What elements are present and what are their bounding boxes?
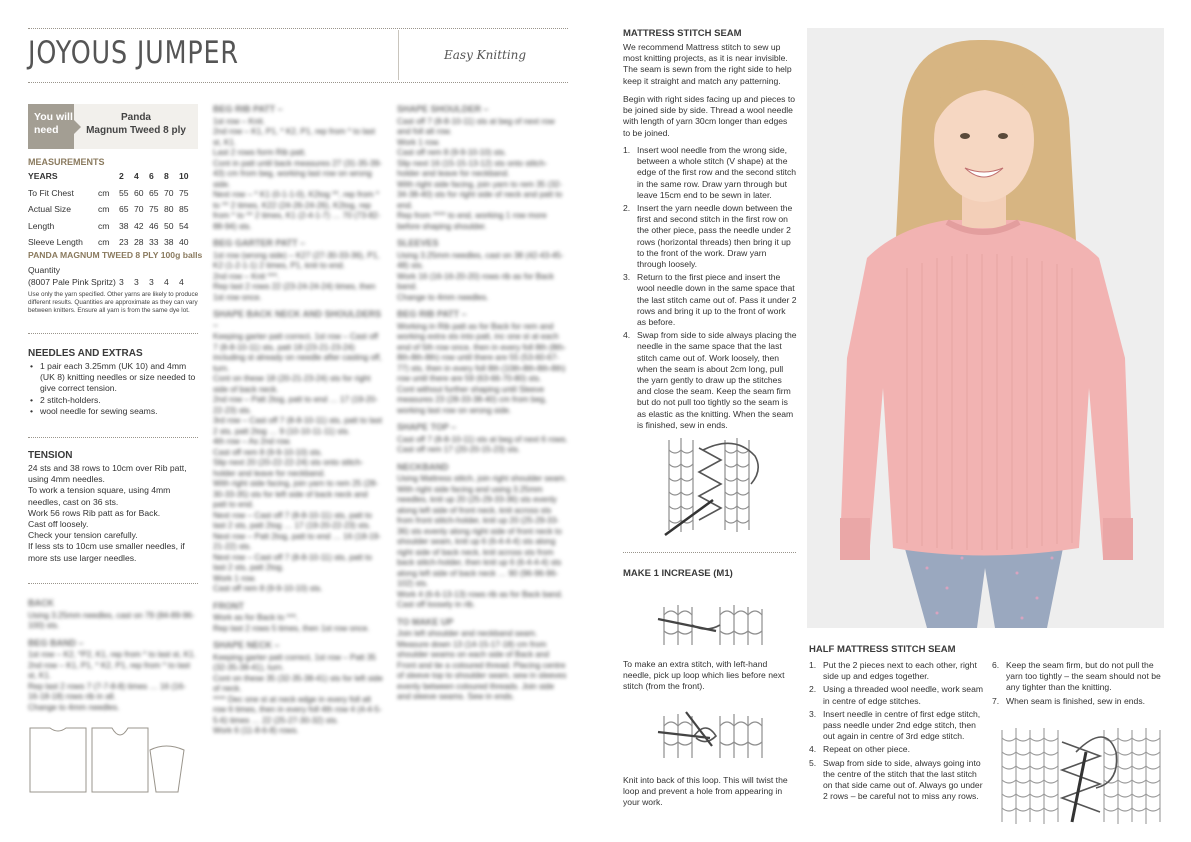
mattress-intro: We recommend Mattress stitch to sew up most knitting projects, as it is near invisible. The seam is sewn from the right side to help keep it straight and match any patterning. [623,42,792,86]
size-cell: 10 [179,171,189,182]
section-divider [28,583,198,584]
make1-text-1: To make an extra stitch, with left-hand needle, pick up loop which lies before next stitch (from the front). [623,659,785,692]
step-text: Insert wool needle from the wrong side, between a whole stitch (V shape) at the edge of the first row and the second stitch in the same row. Draw yarn through but leave 15cm end to be sewn in later. [637,145,797,200]
instruction-heading: NECKBAND [397,461,449,472]
unit-cell: cm [98,187,110,198]
tension-text [28,463,200,564]
instruction-line: With right side facing, join yarn to rem 25 (28-30-33-35) sts for left side of back neck and patt to end. [213,479,379,509]
table-row [28,185,194,202]
row-label: Length [28,220,55,231]
list-item [809,744,984,755]
instruction-heading: TO MAKE UP [397,616,454,627]
step-number: 1. [809,660,817,670]
step-text: Put the 2 pieces next to each other, right side up and edges together. [823,660,977,682]
instruction-line: 3rd row – Cast off 7 (8-8-10-11) sts, patt to last 2 sts, patt 2tog … 9 (10-10-11-11) sts. [213,416,382,436]
value-cell: 23 [119,237,129,248]
instruction-heading: BEG BAND – [28,637,84,648]
step-text: Using a threaded wool needle, work seam in centre of edge stitches. [823,684,984,706]
step-text: Return to the first piece and insert the wool needle down in the same space that the last stitch came out of. Pass it under 2 rows and bring it up to the front of work as before. [637,272,797,328]
instruction-line: Rep last 2 rows 22 (23-24-24-24) times, then 1st row once. [213,282,376,302]
table-row [28,168,194,185]
value-cell: 75 [149,204,159,215]
step-number: 4. [809,744,817,755]
instruction-heading: BEG RIB PATT – [213,104,283,114]
instruction-line: Using 3.25mm needles, cast on 79 (84-89-96-100) sts. [28,610,195,630]
step-text: Insert the yarn needle down between the first and second stitch in the first row on the other piece, pass the needle under 2 rows (horizontal threads) then bring it up to the front of the work. Draw yarn through loosely. [637,203,793,270]
instruction-line: 1st row – Knit. [213,116,265,126]
quantity-cell: 3 [134,277,139,287]
instruction-line: Cast off rem 8 (9-9-10-10) sts. [397,148,507,157]
row-label: Actual Size [28,204,71,215]
instruction-line: Cast off 7 (8-8-10-11) sts at beg of next 6 rows. [397,434,568,444]
instruction-line: Work 1 row. [213,573,257,583]
size-cell: 8 [164,171,169,182]
value-cell: 65 [149,187,159,198]
make1-heading: MAKE 1 INCREASE (M1) [623,568,733,579]
measurements-heading: MEASUREMENTS [28,157,105,167]
step-text: Swap from side to side, always going into the centre of the stitch that the last stitch on that side came out of. Always go under 2 rows – be careful not to miss any rows. [823,757,983,802]
value-cell: 55 [119,187,129,198]
size-cell: 2 [119,171,124,182]
list-item: • 1 pair each 3.25mm (UK 10) and 4mm (UK 8) knitting needles or size needed to give correct tension. [28,361,196,395]
instruction-line: Cast off loosely in rib. [397,600,476,609]
step-text: Insert needle in centre of first edge stitch, pass needle under 2nd edge stitch, then out again in centre of 3rd edge stitch. [823,708,981,742]
list-item: • wool needle for sewing seams. [28,406,196,417]
value-cell: 40 [179,237,189,248]
instruction-heading: FRONT [213,600,244,611]
value-cell: 85 [179,204,189,215]
value-cell: 60 [134,187,144,198]
title-divider [28,82,568,83]
mattress-steps [623,145,797,433]
mattress-heading: MATTRESS STITCH SEAM [623,28,742,39]
page-title: JOYOUS JUMPER [28,35,239,71]
shoulder-sleeve-neckband-instructions [397,98,569,798]
quantity-cell: 4 [164,277,169,287]
tension-line: If less sts to 10cm use smaller needles, if more sts use larger needles. [28,541,185,563]
row-label: Sleeve Length [28,237,83,248]
years-label: YEARS [28,171,58,182]
instruction-line: Work 4 (6-6-13-13) rows rib as for Back band. [397,589,563,599]
instruction-line: With right side facing, join yarn to rem 35 (32-34-38-40) sts for right side of neck and patt to end. [397,179,563,210]
you-will-need-tag: You will need [28,104,74,149]
instruction-line: Cast off rem 17 (20-20-15-23) sts. [397,445,521,454]
tension-line: 24 sts and 38 rows to 10cm over Rib patt, using 4mm needles. [28,463,187,485]
list-item: 1. Insert wool needle from the wrong side, between a whole stitch (V shape) at the edge of the first row and the second stitch in the same row. Draw yarn through but leave 15cm end to be sewn in later. [623,145,797,200]
instruction-line: Cont on these 35 (32-35-38-41) sts for left side of neck. [213,673,383,693]
mattress-stitch-diagram [655,430,775,542]
step-number: 2. [809,684,817,695]
instruction-line: 2nd row – K1, P1, * K2, P1, rep from * to last st, K1. [28,660,191,680]
instruction-line: 4th row – As 2nd row. [213,437,292,446]
half-mattress-steps-left [809,660,984,804]
quantity-cell: 3 [149,277,154,287]
list-item: 3. Return to the first piece and insert the wool needle down in the same space that the last stitch came out of. Pass it under 2 rows and bring it up to the front of work as before. [623,272,797,328]
table-row [28,201,194,218]
quantity-cell: 4 [179,277,184,287]
value-cell: 65 [119,204,129,215]
instruction-line: Cast off rem 8 (9-9-10-10) sts. [213,584,323,593]
mattress-intro2: Begin with right sides facing up and pieces to be joined side by side. Thread a wool needle with length of yarn 30cm longer than edges to be joined. [623,94,795,138]
quantity-colour: (8007 Pale Pink Spritz) [28,277,116,287]
instruction-line: Join left shoulder and neckband seam. Measure down 13 (14-15-17-18) cm from shoulder seams on each side of Back and Front and tie a coloured thread. Placing centre of sleeve top to shoulder seam, sew in sleeves evenly between coloured threads. Join side and sleeve seams. Sew in ends. [397,629,567,701]
instruction-line: Slip next 16 (15-15-13-12) sts onto stitch-holder and leave for neckband. [397,158,548,178]
list-item [992,660,1164,694]
instruction-line: Change to 4mm needles. [28,702,120,712]
list-item [992,696,1164,707]
unit-cell: cm [98,204,110,215]
value-cell: 46 [149,220,159,231]
needles-list [28,361,196,417]
instruction-line: Keeping garter patt correct, 1st row – Patt 35 (32-35-38-41), turn. [213,652,376,672]
model-photo [807,28,1164,628]
instruction-line: Next row – * K1 (0-1-1-0), K2tog **, rep from * to ** 2 times, K22 (24-26-24-26), K2tog, rep from * to ** 2 times, K1 (2-4-1-7) … 70 (73-82-88-94) sts. [213,190,381,231]
instruction-line: Change to 4mm needles. [397,292,489,302]
back-instructions [28,592,196,717]
row-label: To Fit Chest [28,187,74,198]
section-divider [623,552,796,553]
instruction-heading: BACK [28,598,54,608]
quantity-label: Quantity [28,265,61,275]
value-cell: 80 [164,204,174,215]
instruction-line: 2nd row – K1, P1, * K2, P1, rep from * to last st, K1. [213,127,376,147]
section-divider [28,437,198,438]
value-cell: 50 [164,220,174,231]
instruction-line: Last 2 rows form Rib patt. [213,148,307,157]
quantity-cell: 3 [119,277,124,287]
tension-line: To work a tension square, using 4mm needles, cast on 36 sts. [28,485,171,507]
value-cell: 70 [134,204,144,215]
instruction-line: Rep last 2 rows 7 (7-7-8-8) times … 16 (16-16-18-18) rows rib in all. [28,681,186,701]
value-cell: 70 [164,187,174,198]
list-item [809,709,984,743]
instruction-heading: BEG RIB PATT – [397,309,467,319]
yarn-brand: Panda [120,112,151,123]
instruction-heading: SHAPE NECK – [213,640,280,650]
instruction-line: Cast off 7 (8-8-10-11) sts at beg of next row and foll alt row. [397,116,555,136]
size-cell: 6 [149,171,154,182]
tension-line: Work 56 rows Rib patt as for Back. [28,507,161,518]
step-number: 5. [809,757,817,768]
yarn-name: Magnum Tweed 8 ply [86,125,186,136]
step-number: 6. [992,660,1000,670]
half-mattress-steps-right [992,660,1164,709]
garment-schematic [28,722,188,794]
rib-garter-front-instructions [213,98,383,798]
instruction-line: Cast off rem 8 (9-9-10-10) sts. [213,447,323,457]
list-item [809,758,984,803]
value-cell: 33 [149,237,159,248]
instruction-line: **** Dec one st at neck edge in every foll alt row 6 times, then in every foll 4th row 4 (4-4-5-5-6) times … 22 (25-27-30-32) sts. [213,694,382,725]
instruction-line: Rep from **** to end, working 1 row more before shaping shoulder. [397,211,547,231]
half-mattress-diagram [996,722,1166,830]
instruction-heading: SHAPE BACK NECK AND SHOULDERS – [213,309,382,330]
list-item [809,660,984,682]
step-number: 7. [992,695,1000,706]
instruction-line: Working in Rib patt as for Back for rem and working extra sts into patt, inc one st at each end of 5th row once, then in every foll 8th (8th-8th-8th-8th) row until there are 55 (53-60-67-77) sts, then in every foll 8th (10th-8th-8th-8th) row until there are 59 (63-66-70-80) sts. [397,321,566,383]
instruction-line: 2nd row – Patt 2tog, patt to end … 17 (19-20-22-23) sts. [213,395,378,415]
instruction-line: Work 16 (16-16-20-20) rows rib as for Back band. [397,271,554,291]
value-cell: 38 [119,220,129,231]
instruction-line: Next row – Patt 2tog, patt to end … 16 (18-19-21-22) sts. [213,531,381,551]
make1-diagram-pickup [656,595,774,650]
instruction-heading: SHAPE SHOULDER – [397,104,489,114]
step-text: When seam is finished, sew in ends. [1006,695,1145,706]
tension-heading: TENSION [28,450,73,461]
value-cell: 42 [134,220,144,231]
top-divider [28,28,568,29]
yarn-quantity-heading: PANDA MAGNUM TWEED 8 PLY 100g balls [28,250,203,260]
unit-cell: cm [98,220,110,231]
tension-line: Check your tension carefully. [28,530,138,541]
girl-in-pink-jumper-image [807,28,1164,628]
instruction-line: Keeping garter patt correct, 1st row – Cast off 7 (8-8-10-11) sts, patt 18 (23-21-23-24) including st already on needle after casting off, turn. [213,332,382,373]
section-divider [28,333,198,334]
value-cell: 38 [164,237,174,248]
step-text: Swap from side to side always placing the needle in the same space that the last stitch came out of. Work loosely, then when the seam is about 2cm long, pull the yarn gently to draw up the stitches and close the seam. Keep the seam firm but do not pull too tightly so the seam is as elastic as the knitting. When the seam is finished, sew in ends. [637,330,797,430]
list-item: 4. Swap from side to side always placing the needle in the same space that the last stitch came out of. Work loosely, then when the seam is about 2cm long, pull the yarn gently to draw up the stitches and close the seam. Keep the seam firm but do not pull too tightly so the seam is as elastic as the knitting. When the seam is finished, sew in ends. [623,330,797,430]
needles-heading: NEEDLES AND EXTRAS [28,348,143,359]
step-number: 3. [809,708,817,719]
instruction-line: Cont on these 18 (20-21-23-24) sts for right side of back neck. [213,374,371,394]
instruction-line: 2nd row – Knit ***. [213,271,280,281]
instruction-line: Cont without further shaping until Sleeve measures 23 (28-33-38-40) cm from beg, working last row on wrong side. [397,384,547,415]
instruction-heading: SLEEVES [397,238,439,248]
list-item: • 2 stitch-holders. [28,395,196,406]
instruction-line: Rep last 2 rows 5 times, then 1st row once. [213,623,370,633]
instruction-heading: SHAPE TOP – [397,422,457,432]
value-cell: 75 [179,187,189,198]
instruction-line: 1st row (wrong side) – K27 (27-30-33-36), P1, K2 (1-2-1-1) 2 times, P1, knit to end. [213,250,380,270]
instruction-line: Work 6 (11-8-6-8) rows. [213,726,299,735]
value-cell: 54 [179,220,189,231]
instruction-line: Work as for Back to ***. [213,613,299,622]
list-item: 2. Insert the yarn needle down between the first and second stitch in the first row on the other piece, pass the needle under 2 rows (horizontal threads) then bring it up to the front of the work. Draw yarn through loosely. [623,203,793,270]
yarn-info [74,111,198,137]
step-text: Repeat on other piece. [823,744,910,755]
instruction-line: Next row – Cast off 7 (8-8-10-11) sts, patt to last 2 sts, patt 2tog … 17 (19-20-22-23) sts. [213,510,372,530]
instruction-line: Next row – Cast off 7 (8-8-10-11) sts, patt to last 2 sts, patt 2tog. [213,552,372,572]
list-item [809,684,984,706]
make1-text-2: Knit into back of this loop. This will twist the loop and prevent a hole from appearing in your work. [623,775,788,808]
instruction-line: Using 3.25mm needles, cast on 38 (42-43-45-48) sts. [397,250,564,270]
make1-diagram-knit [656,702,774,762]
quantity-values [119,277,209,288]
tension-line: Cast off loosely. [28,519,89,530]
size-cell: 4 [134,171,139,182]
step-text: Keep the seam firm, but do not pull the yarn too tightly – the seam should not be any tighter than the knitting. [1006,660,1161,693]
instruction-line: Work 1 row. [397,137,441,147]
instruction-line: Using Mattress stitch, join right shoulder seam. With right side facing and using 3.25mm needles, knit up 20 (25-29-33-36) sts evenly along left side of front neck, knit across sts from front stitch-holder, knit up 20 (25-29-33-36) sts evenly along right side of front neck to shoulder seam, knit up 6 (6-4-4-4) sts along right side of back neck, knit across sts from back stitch-holder, then knit up 6 (6-4-4-4) sts along left side of back neck … 90 (96-96-96-102) sts. [397,474,567,588]
instruction-line: Slip next 20 (20-22-22-24) sts onto stitch-holder and leave for neckband. [213,458,364,478]
table-row [28,234,194,251]
title-separator [398,30,399,80]
yarn-note: Use only the yarn specified. Other yarns are likely to produce different results. Quantities are approximate as they can vary between knitters. Ensure all yarn is from the same dye lot. [28,291,199,314]
instruction-line: 1st row – K2, *P2, K1, rep from * to last st, K1. [28,650,196,659]
instruction-line: Cont in patt until back measures 27 (31-35-39-43) cm from beg, working last row on wrong side. [213,158,382,189]
measurements-table [28,168,194,251]
table-row [28,218,194,235]
half-mattress-heading: HALF MATTRESS STITCH SEAM [809,644,956,655]
category-label: Easy Knitting [444,48,527,62]
instruction-heading: BEG GARTER PATT – [213,238,306,248]
value-cell: 28 [134,237,144,248]
unit-cell: cm [98,237,110,248]
